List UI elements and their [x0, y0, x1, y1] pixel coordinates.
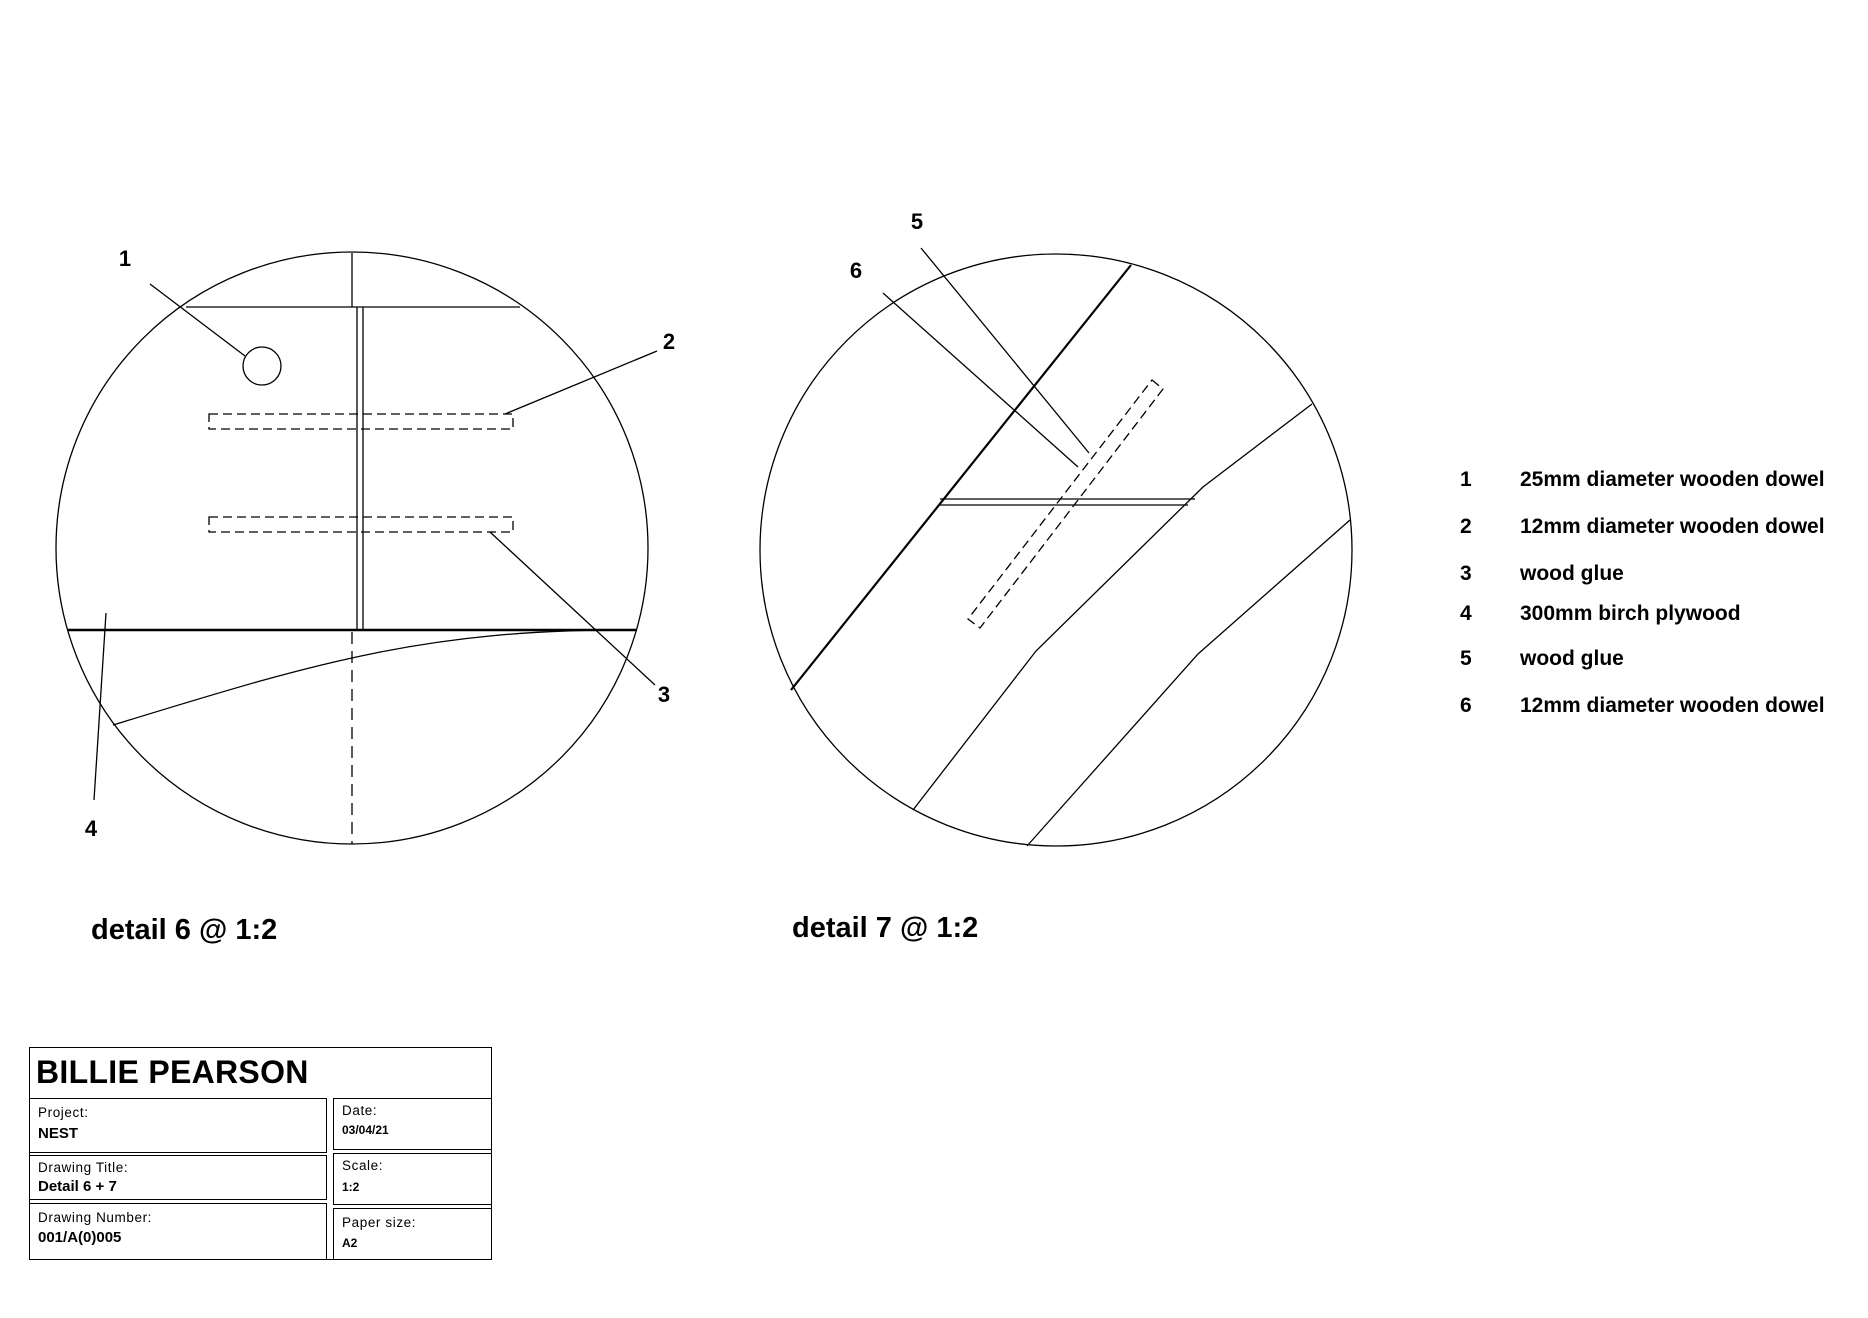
detail-6-leader-3 [490, 532, 655, 685]
title-block [29, 1047, 492, 1260]
detail-7-board-edge-2 [1027, 520, 1350, 846]
detail-7-leader-6 [883, 293, 1078, 467]
legend-item-number: 2 [1460, 515, 1472, 538]
date-value: 03/04/21 [342, 1123, 389, 1137]
detail-7-dowel-outline [968, 380, 1163, 628]
drawing-title-value: Detail 6 + 7 [38, 1178, 117, 1195]
detail-7-heavy-edge [791, 265, 1131, 690]
detail-6-large-dowel [243, 347, 281, 385]
detail-6-callout-3: 3 [657, 682, 671, 707]
legend-item-number: 4 [1460, 602, 1472, 625]
project-label: Project: [38, 1105, 89, 1120]
paper-size-value: A2 [342, 1236, 358, 1250]
scale-value: 1:2 [342, 1180, 360, 1194]
detail-7-drawing [760, 248, 1352, 846]
legend-item-number: 3 [1460, 562, 1472, 585]
detail-6-callout-2: 2 [662, 329, 676, 354]
legend-item-number: 5 [1460, 647, 1472, 670]
detail-7-title: detail 7 @ 1:2 [792, 912, 979, 944]
legend-item-description: 12mm diameter wooden dowel [1520, 515, 1825, 538]
date-label: Date: [342, 1103, 378, 1118]
drawing-title-label: Drawing Title: [38, 1160, 129, 1175]
detail-6-dowel-lower [209, 517, 513, 532]
detail-6-dowel-upper [209, 414, 513, 429]
project-cell [29, 1098, 327, 1153]
detail-6-callout-1: 1 [118, 246, 132, 271]
paper-size-cell [333, 1208, 492, 1260]
drawing-number-label: Drawing Number: [38, 1210, 153, 1225]
legend-item-description: wood glue [1520, 562, 1624, 585]
detail-6-drawing [56, 252, 657, 844]
scale-label: Scale: [342, 1158, 384, 1173]
designer-name: BILLIE PEARSON [36, 1054, 309, 1090]
detail-6-leader-4 [94, 613, 106, 800]
legend-item-description: 300mm birch plywood [1520, 602, 1741, 625]
legend-item-description: 25mm diameter wooden dowel [1520, 468, 1825, 491]
project-value: NEST [38, 1125, 79, 1142]
scale-cell [333, 1153, 492, 1205]
legend-item-number: 1 [1460, 468, 1472, 491]
drawing-number-value: 001/A(0)005 [38, 1229, 122, 1246]
legend-item-description: wood glue [1520, 647, 1624, 670]
detail-7-callout-5: 5 [910, 209, 924, 234]
detail-6-callout-4: 4 [84, 816, 98, 841]
drawing-number-cell [29, 1203, 327, 1260]
legend-item-number: 6 [1460, 694, 1472, 717]
detail-6-curved-edge [113, 630, 637, 725]
detail-6-title: detail 6 @ 1:2 [91, 914, 278, 946]
detail-7-boundary-circle [760, 254, 1352, 846]
detail-7-callout-6: 6 [849, 258, 863, 283]
legend-item-description: 12mm diameter wooden dowel [1520, 694, 1825, 717]
paper-size-label: Paper size: [342, 1215, 417, 1230]
drawing-title-cell [29, 1155, 327, 1200]
date-cell [333, 1098, 492, 1150]
